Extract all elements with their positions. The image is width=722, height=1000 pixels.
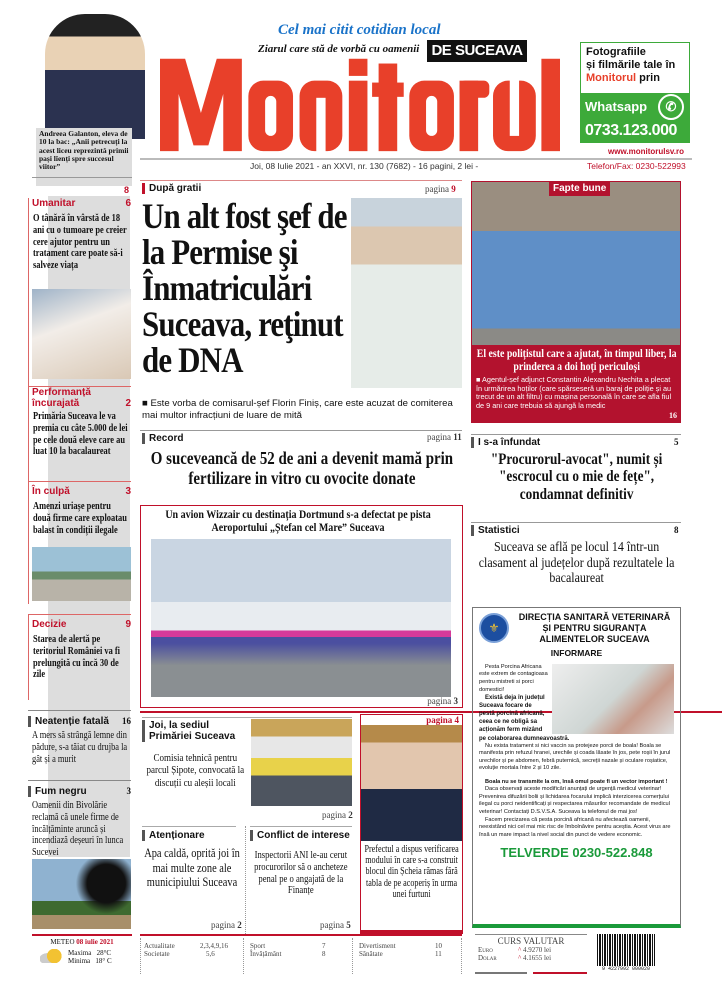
index-pages: 8: [322, 950, 326, 958]
subtitle: Ziarul care stă de vorbă cu oamenii: [258, 43, 420, 55]
dsvsa-ad[interactable]: [472, 607, 681, 928]
sidebar-headline: Primăria Suceava le va premia cu câte 5.000 de lei pe cele două eleve care au luat 10 la bacalaureat: [33, 411, 128, 458]
patient-photo: [32, 289, 131, 379]
divider: [32, 934, 132, 936]
index-name: Divertisment: [359, 942, 396, 950]
index-name: Învățământ: [250, 950, 282, 958]
ad-subtitle: INFORMARE: [550, 648, 603, 659]
promo-app: Whatsapp: [585, 99, 648, 114]
summary-text: Agentul-șef adjunct Constantin Alexandru Nechita a plecat în urmărirea hoților (care spărseseră un baraj de poliție și au trecut de un alt filtru) cu mașina personală în care se afla fiul de 9 ani care trebuia să ajungă la medic: [476, 374, 672, 411]
ad-phone: TELVERDE 0230-522.848: [500, 845, 653, 861]
sidebar-item-umanitar[interactable]: [28, 198, 131, 386]
page-number: 6: [125, 198, 131, 209]
promo-line2: și filmările tale în: [586, 59, 676, 72]
statistici-headline[interactable]: Suceava se află pe locul 14 într-un clasament al județelor după rezultatele la bacalaureat: [478, 540, 675, 587]
suspect-photo: [351, 198, 462, 388]
romania-government-logo-icon: ⚜: [479, 613, 509, 643]
divider: [471, 434, 681, 435]
divider: [245, 826, 246, 936]
barcode: [597, 934, 655, 974]
edition-badge: DE SUCEAVA: [427, 40, 527, 62]
index-name: Sport: [250, 942, 266, 950]
divider: [142, 717, 352, 718]
logo-letter-t: [379, 64, 398, 152]
sidebar-item-performanta[interactable]: [28, 386, 131, 481]
page-number: 2: [237, 920, 242, 930]
whatsapp-icon: ✆: [658, 94, 684, 120]
meteo-title: METEO: [50, 938, 75, 946]
page-number: 16: [669, 410, 677, 420]
max-label: Maxima: [68, 949, 92, 957]
sidebar: [28, 198, 131, 929]
sidebar-item-decizie[interactable]: [28, 614, 131, 700]
page-label: pagina: [427, 432, 451, 442]
ad-paragraph: Nu exista tratament si nici vaccin sa protejeze porcii de boala! Boala se manifesta prin refuzul hranei, urechile și coada lăsate în jos, pete roșii în jurul urechilor și pe abdomen, febră puternică, secreții nazale și oculare roșiatice, evoluție mortala între 2 și 10 zile.: [479, 742, 671, 772]
currency-row: [475, 954, 587, 962]
section-label: Neatenție fatală: [28, 716, 109, 727]
fapte-headline: El este polițistul care a ajutat, în timpul liber, la prinderea a doi hoţi periculoși: [476, 346, 677, 374]
ad-paragraph: Facem precizarea că pesta porcină africană nu afectează oamenii, neexistând nici cel mai mic risc de îmbolnăvire pentru aceștia. Acest virus are însă un mare impact la nivel social din punct de vedere economic.: [479, 816, 671, 838]
page-label: pagina: [322, 810, 346, 820]
index-item[interactable]: [359, 950, 455, 958]
logo-letter-r-arm: [460, 81, 490, 98]
record-label: Record: [142, 433, 183, 444]
page-number: 4: [454, 715, 459, 725]
smoke-photo: [32, 859, 131, 929]
graduate-photo: [45, 14, 145, 139]
phone: Telefon/Fax: 0230-522993: [587, 161, 686, 171]
prefect-headline: Prefectul a dispus verificarea modului în care s-a construit blocul din Șcheia rămas fără tabla de pe acoperiș în urma unei furtuni: [364, 844, 459, 900]
tagline: Cel mai citit cotidian local: [278, 22, 441, 38]
newspaper-title-logo[interactable]: [160, 54, 560, 154]
promo-brand: Monitorul: [586, 72, 637, 85]
divider: [142, 826, 236, 827]
sidebar-item-fum-negru[interactable]: [28, 780, 131, 929]
index-pages: 5,6: [206, 950, 215, 958]
page-number: 3: [125, 486, 131, 497]
page-number: 9: [125, 619, 131, 630]
logo-letter-t-bar: [372, 83, 404, 97]
logo-letter-l: [541, 59, 560, 151]
ani-headline[interactable]: Inspectorii ANI le-au cerut procurorilor să o ancheteze penal pe o angajată de la Finanțe: [254, 850, 348, 897]
max-temp: 28°C: [96, 949, 112, 957]
currency-title: CURS VALUTAR: [497, 936, 565, 946]
record-headline[interactable]: O suceveancă de 52 de ani a devenit mamă prin fertilizare in vitro cu ovocite donate: [150, 448, 454, 488]
index-item[interactable]: [144, 942, 240, 950]
ad-title: DIRECȚIA SANITARĂ VETERINARĂ ȘI PENTRU SIGURANȚA ALIMENTELOR SUCEAVA: [518, 612, 671, 644]
fapte-summary: [472, 376, 680, 411]
prefect-photo: [361, 725, 462, 841]
airplane-photo: [151, 539, 451, 697]
page-number: 3: [453, 696, 458, 706]
page-number: 16: [122, 716, 131, 726]
summary-text: Este vorba de comisarul-șef Florin Finiș, care este acuzat de comiterea mai multor infracțiuni de luare de mită: [142, 398, 453, 421]
wizzair-story[interactable]: [140, 505, 463, 708]
ad-paragraph: Pesta Porcina Africana este extrem de contagioasa pentru mistreti si porci domestici!: [479, 663, 548, 693]
meteo: [32, 938, 132, 965]
apa-headline[interactable]: Apa caldă, oprită joi în mai multe zone ale municipiului Suceava: [144, 845, 240, 890]
sidebar-headline: Amenzi uriașe pentru două firme care exploatau balast în condiții ilegale: [33, 501, 127, 536]
fapte-label: Fapte bune: [549, 181, 610, 196]
page-label: pagina: [426, 715, 453, 725]
promo-line1: Fotografiile: [586, 46, 646, 58]
page-label: pagina: [427, 696, 452, 706]
bullet-icon: ■: [142, 398, 151, 409]
currency-value: 4.1655 lei: [523, 954, 552, 962]
index-item[interactable]: [250, 950, 346, 958]
dateline: Joi, 08 Iulie 2021 - an XXVI, nr. 130 (7682) - 16 pagini, 2 lei -: [250, 161, 479, 171]
index-pages: 11: [435, 950, 442, 958]
prefect-story[interactable]: [360, 714, 463, 934]
section-label: Fum negru: [28, 786, 87, 797]
masthead-rule: [140, 158, 692, 160]
divider: [250, 826, 352, 827]
currency-value: 4.9270 lei: [523, 946, 552, 954]
section-label: În culpă: [32, 486, 70, 497]
whatsapp-promo[interactable]: [580, 42, 690, 143]
currency-row: [475, 946, 587, 954]
index-name: Actualitate: [144, 942, 175, 950]
sidebar-item-neatentie[interactable]: [28, 710, 131, 780]
lead-headline[interactable]: Un alt fost şef de la Permise şi Înmatriculări Suceava, reţinut de DNA: [142, 196, 347, 380]
page-number: 2: [348, 810, 353, 820]
page-label: pagina: [425, 184, 449, 194]
sidebar-headline: O tânără în vârstă de 18 ani cu o tumoare pe creier cere ajutor pentru un tratament care poate să-i salveze viața: [33, 213, 127, 271]
website[interactable]: www.monitorulsv.ro: [608, 147, 685, 156]
logo-letter-m: [160, 59, 242, 151]
page-number: 5: [346, 920, 351, 930]
sidebar-headline: Oamenii din Bivolărie reclamă că unele firme de încălțăminte aruncă și incendiază deșeuri în lunca Sucevei: [32, 800, 124, 858]
section-label: Decizie: [32, 619, 67, 630]
page-number: 2: [125, 398, 131, 409]
index-name: Societate: [144, 950, 170, 958]
feature-caption: Andreea Galanton, eleva de 10 la bac: „Anii petrecuți la acest liceu reprezintă primii pași lîenți spre succesul viitor”: [39, 129, 129, 171]
infundat-page: 5: [674, 437, 679, 447]
logo-letter-i: [349, 81, 368, 151]
lead-page: [425, 184, 456, 194]
sidebar-headline: Starea de alertă pe teritoriul României va fi prelungită cu încă 30 de zile: [33, 634, 121, 681]
min-label: Minima: [68, 957, 91, 965]
currency-box: [475, 934, 587, 974]
ani-page: [320, 920, 351, 930]
record-page: [427, 432, 462, 442]
page-label: pagina: [211, 920, 235, 930]
logo-letter-i-dot: [349, 59, 368, 76]
index-item[interactable]: [359, 942, 455, 950]
trend-up-icon: ^: [518, 954, 524, 962]
apa-page: [211, 920, 242, 930]
index-name: Sănătate: [359, 950, 383, 958]
pig-photo: [552, 664, 674, 734]
promo-number: 0733.123.000: [585, 122, 677, 139]
ad-paragraph: Boala nu se transmite la om, însă omul poate fi un vector important !: [485, 778, 668, 785]
divider: [140, 430, 462, 431]
index-item[interactable]: [250, 942, 346, 950]
ad-paragraph: Există deja în județul Suceava focare de pestă porcină africană, ceea ce ne obligă sa acționăm ferm mizând pe colaborarea dumneavoastră.: [479, 695, 570, 742]
sidebar-headline: A mers să strângă lemne din pădure, s-a tăiat cu drujba la gât și a murit: [32, 730, 128, 765]
promo-prin: prin: [639, 72, 660, 85]
partly-sunny-icon: [40, 949, 62, 963]
feature-page: 8: [124, 185, 130, 195]
divider: [140, 934, 462, 936]
primarie-page: [322, 810, 353, 820]
excavator-photo: [32, 547, 131, 601]
divider: [140, 180, 462, 181]
sidebar-item-in-culpa[interactable]: [28, 481, 131, 604]
ani-label: Conflict de interese: [250, 830, 350, 841]
currency-name: Dolar: [478, 954, 497, 962]
mayor-photo: [251, 719, 352, 806]
index-pages: 2,3,4,9,16: [200, 942, 228, 950]
primarie-label: Joi, la sediul Primăriei Suceava: [142, 720, 250, 742]
section-label: Umanitar: [32, 198, 76, 209]
page-label: pagina: [320, 920, 344, 930]
index-item[interactable]: [144, 950, 240, 958]
ad-paragraph: Daca observați aceste modificări anunțați de urgență medicul veterinar! Prevenirea difuzării bolii și lichidarea focarului implică interzicerea comerțului ilegal cu porci neidentificați și respectarea măsurilor recomandate de medicul veterinar! Contactați D.S.V.S.A. Suceava la telefonul de mai jos!: [479, 786, 670, 815]
infundat-label: I s-a înfundat: [471, 437, 540, 448]
fapte-story[interactable]: [471, 181, 681, 423]
statistici-page: 8: [674, 525, 679, 535]
lead-label: După gratii: [142, 183, 201, 194]
index-pages: 7: [322, 942, 326, 950]
page-number: 11: [453, 432, 462, 442]
apa-label: Atenționare: [142, 830, 205, 841]
divider: [471, 522, 681, 523]
bullet-icon: ■: [476, 374, 483, 384]
infundat-headline[interactable]: "Procurorul-avocat", numit și "escrocul cu o mie de fețe", condamnat definitiv: [490, 451, 663, 503]
divider: [32, 177, 132, 178]
meteo-date: 08 iulie 2021: [76, 938, 114, 946]
page-index: [140, 938, 462, 974]
statistici-label: Statistici: [471, 525, 520, 536]
page-number: 9: [451, 184, 456, 194]
index-pages: 10: [435, 942, 442, 950]
section-label: Performanță încurajată: [32, 387, 91, 409]
lead-summary: [142, 398, 462, 422]
currency-name: Euro: [478, 946, 493, 954]
primarie-headline[interactable]: Comisia tehnică pentru parcul Șipote, convocată la discuții cu aleșii locali: [146, 752, 245, 789]
barcode-number: 9 4227992 000020: [601, 966, 650, 972]
page-number: 3: [126, 786, 131, 796]
trend-up-icon: ^: [518, 946, 524, 954]
min-temp: 18° C: [95, 957, 112, 965]
wizz-headline: Un avion Wizzair cu destinația Dortmund s-a defectat pe pista Aeroportului „Ștefan cel Mare” Suceava: [165, 509, 431, 534]
policeman-photo: [472, 182, 680, 345]
